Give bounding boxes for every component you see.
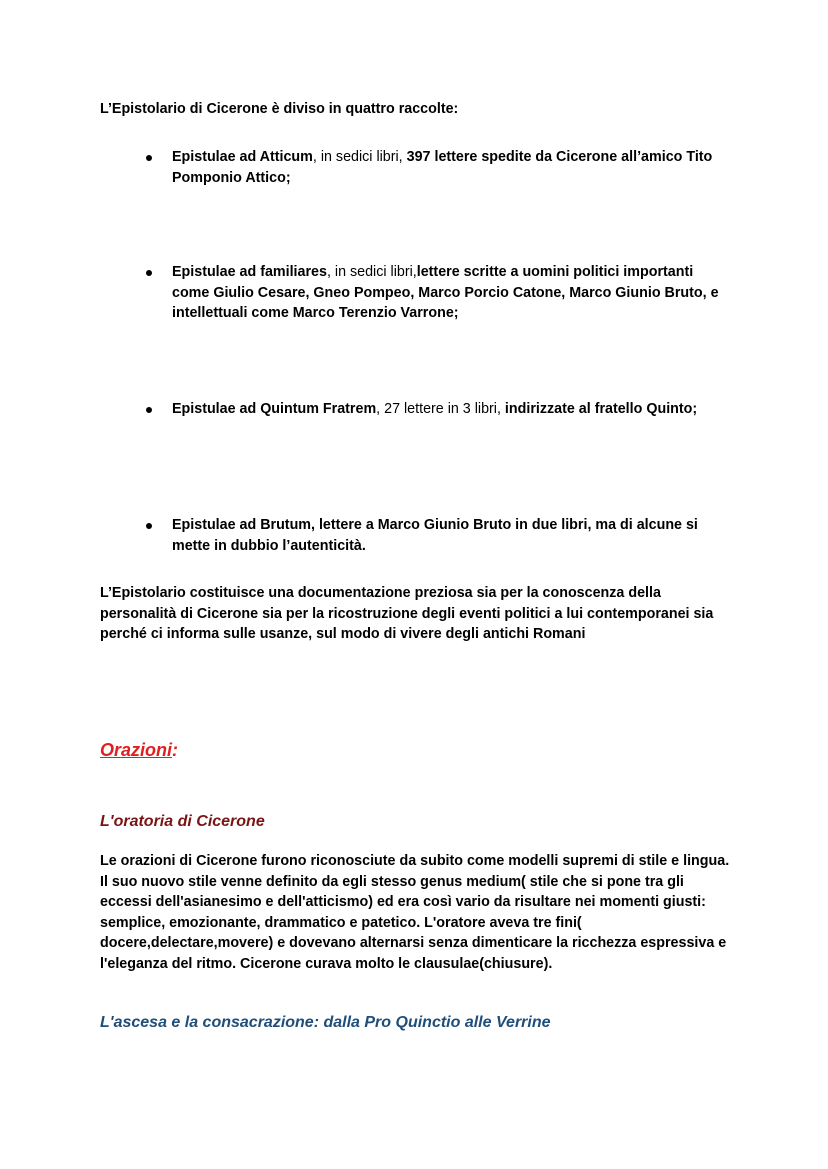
list-item-title: Epistulae ad familiares bbox=[172, 264, 327, 280]
list-item-rest: lettere scritte a uomini politici importanti come Giulio Cesare, Gneo Pompeo, Marco Porcio Catone, Marco Giunio Bruto, e intellettuali come Marco Terenzio Varrone; bbox=[172, 264, 719, 321]
oratoria-heading: L'oratoria di Cicerone bbox=[100, 813, 265, 830]
list-item-ad-familiares bbox=[146, 262, 726, 324]
bullet-dot bbox=[146, 523, 152, 529]
list-item-ad-quintum-fratrem bbox=[146, 399, 726, 420]
list-item-body bbox=[172, 515, 726, 556]
ascesa-heading: L'ascesa e la consacrazione: dalla Pro Quinctio alle Verrine bbox=[100, 1014, 551, 1031]
bullet-dot bbox=[146, 407, 152, 413]
orazioni-heading-text: Orazioni bbox=[100, 740, 173, 760]
list-item-middle: , in sedici libri, bbox=[312, 149, 407, 165]
orazioni-heading-colon: : bbox=[172, 740, 179, 760]
list-item-body bbox=[172, 262, 726, 324]
intro-text: L’Epistolario di Cicerone è diviso in quattro raccolte: bbox=[100, 101, 459, 117]
orazioni-heading bbox=[100, 740, 178, 761]
list-item-title: Epistulae ad Atticum bbox=[172, 149, 313, 165]
bullet-dot bbox=[146, 155, 152, 161]
orazioni-paragraph: Le orazioni di Cicerone furono riconosciute da subito come modelli supremi di stile e lingua. Il suo nuovo stile venne definito da egli stesso genus medium( stile che si pone tra gli eccessi dell'asianesimo e dell'atticismo) ed era così vario da risultare nei momenti giusti: semplice, emozionante, drammatico e patetico. L'oratore aveva tre fini( docere,delectare,movere) e dovevano alternarsi senza dimenticare la ricchezza espressiva e l'eleganza del ritmo. Cicerone curava molto le clausulae(chiusure). bbox=[100, 853, 730, 972]
list-item-ad-atticum bbox=[146, 147, 726, 188]
bullet-dot bbox=[146, 270, 152, 276]
list-item-title: Epistulae ad Quintum Fratrem bbox=[172, 401, 377, 417]
list-item-title: Epistulae ad Brutum, lettere a Marco Giunio Bruto in due libri, ma di alcune si mette in dubbio l’autenticità. bbox=[172, 517, 698, 554]
list-item-ad-brutum bbox=[146, 515, 726, 556]
list-item-middle: , 27 lettere in 3 libri, bbox=[376, 401, 505, 417]
list-item-body bbox=[172, 399, 726, 420]
list-item-middle: , in sedici libri, bbox=[326, 264, 417, 280]
list-item-body bbox=[172, 147, 726, 188]
list-item-rest: 397 lettere spedite da Cicerone all’amico Tito Pomponio Attico; bbox=[172, 149, 713, 186]
list-item-rest: indirizzate al fratello Quinto; bbox=[504, 401, 698, 417]
epistolario-paragraph: L’Epistolario costituisce una documentazione preziosa sia per la conoscenza della personalità di Cicerone sia per la ricostruzione degli eventi politici a lui contemporanei sia perché ci informa sulle usanze, sul modo di vivere degli antichi Romani bbox=[100, 585, 714, 642]
